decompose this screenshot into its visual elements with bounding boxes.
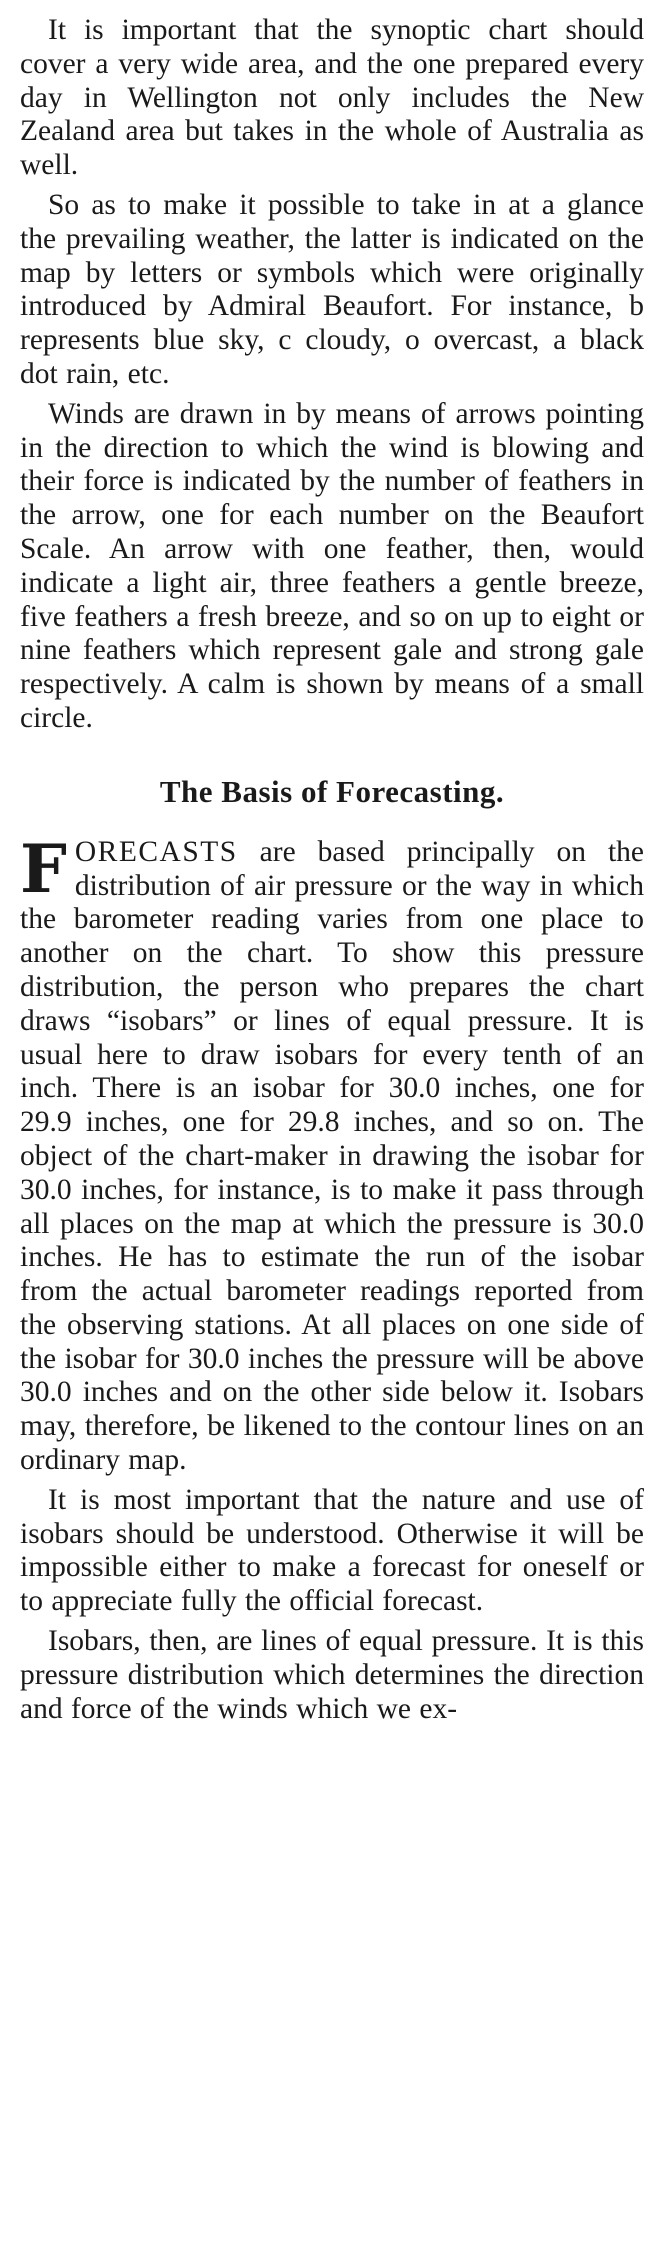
paragraph-wind-arrows: Winds are drawn in by means of arrows pointing in the direction to which the wind is blowing and their force is indicated by the number of feathers in the arrow, one for each number on the Beaufort Scale. An arrow with one feather, then, would indicate a light air, three feathers a gentle breeze, five feathers a fresh breeze, and so on up to eight or nine feathers which represent gale and strong gale respectively. A calm is shown by means of a small circle. xyxy=(20,397,644,734)
paragraph-isobars-definition: Isobars, then, are lines of equal pressure. It is this pressure distribution which determines the direction and force of the winds which we ex- xyxy=(20,1625,644,1725)
section-heading: The Basis of Forecasting. xyxy=(159,773,505,809)
paragraph-synoptic-chart: It is important that the synoptic chart should cover a very wide area, and the one prepared every day in Wellington not only includes the New Zealand area but takes in the whole of Australia as well. xyxy=(20,14,644,182)
paragraph-forecasts-lead xyxy=(20,829,644,1478)
lead-caps-word: ORECASTS xyxy=(74,835,238,868)
drop-cap-letter: F xyxy=(20,829,67,908)
paragraph-isobars-importance: It is most important that the nature and use of isobars should be understood. Otherwise it will be impossible either to make a forecast for oneself or to appreciate fully the official forecast. xyxy=(20,1483,644,1618)
lead-paragraph-text: are based principally on the distribution of air pressure or the way in which the barometer reading varies from one place to another on the chart. To show this pressure distribution, the person who prepares the chart draws “isobars” or lines of equal pressure. It is usual here to draw isobars for every tenth of an inch. There is an isobar for 30.0 inches, one for 29.9 inches, one for 29.8 inches, and so on. The object of the chart-maker in drawing the isobar for 30.0 inches, for instance, is to make it pass through all places on the map at which the pressure is 30.0 inches. He has to estimate the run of the isobar from the actual barometer readings reported from the observing stations. At all places on one side of the isobar for 30.0 inches the pressure will be above 30.0 inches and on the other side below it. Isobars may, therefore, be likened to the contour lines on an ordinary map. xyxy=(20,835,644,1477)
paragraph-weather-symbols: So as to make it possible to take in at a glance the prevailing weather, the latter is indicated on the map by letters or symbols which were originally introduced by Admiral Beaufort. For instance, b represents blue sky, c cloudy, o overcast, a black dot rain, etc. xyxy=(20,188,644,390)
